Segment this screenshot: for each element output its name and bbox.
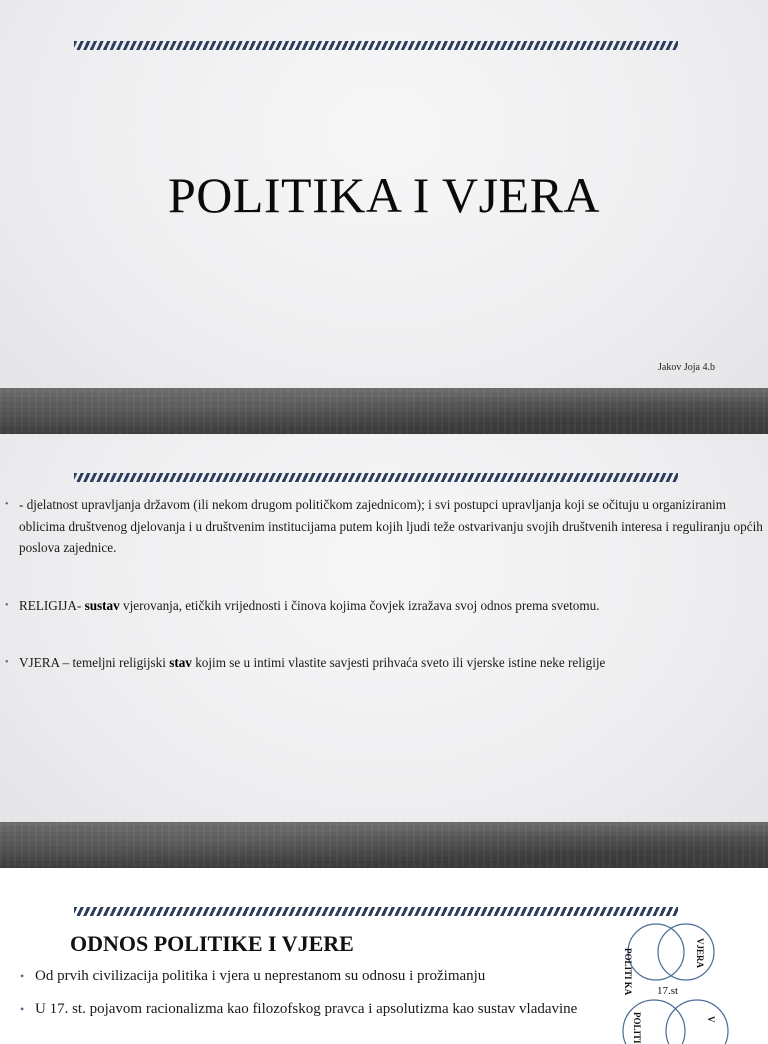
bullet-icon: • — [5, 657, 9, 668]
relation-slide: ODNOS POLITIKE I VJERE • Od prvih civilizacija politika i vjera u neprestanom su odnosu i prožimanju • U 17. st. pojavom racionalizma kao filozofskog pravca i apsolutizma kao sustav vladavine POLITI KA VJERA 17.st POLITI V — [0, 868, 768, 1024]
decorative-stripe — [74, 473, 678, 482]
venn-label-religion: VJERA — [695, 938, 705, 969]
venn-diagram — [624, 920, 720, 986]
bullet-icon: • — [20, 969, 25, 983]
list-item: • - djelatnost upravljanja državom (ili nekom drugom političkom zajednicom); i svi postupci upravljanja koji se očituju u organiziranim oblicima društvenog djelovanja i u društvenim institucijama putem kojih ljudi teže ostvarivanju svojih društvenih interesa i reguliranju općih poslova zajednice. — [0, 494, 768, 560]
title-slide — [0, 0, 768, 434]
bullet-icon: • — [5, 600, 9, 611]
politics-circle — [628, 924, 684, 980]
definitions-slide: • - djelatnost upravljanja državom (ili nekom drugom političkom zajednicom); i svi postupci upravljanja koji se očituju u organiziranim oblicima društvenog djelovanja i u društvenim institucijama putem kojih ljudi teže ostvarivanju svojih društvenih interesa i reguliranju općih poslova zajednice. • RELIGIJA- sustav vjerovanja, etičkih vrijednosti i činova kojima čovjek izražava svoj odnos prema svetomu. • VJERA – temeljni religijski stav kojim se u intimi vlastite savjesti prihvaća sveto ili vjerske istine neke religije — [0, 434, 768, 868]
venn-caption: 17.st — [657, 985, 679, 997]
slide-heading: ODNOS POLITIKE I VJERE — [70, 931, 354, 956]
venn-label-politics: POLITI KA — [623, 948, 633, 996]
religion-circle — [658, 924, 714, 980]
slide-title: POLITIKA I VJERA — [167, 167, 601, 223]
venn-label-politics: POLITI — [632, 1012, 642, 1044]
religion-circle — [666, 1000, 728, 1044]
bullet-icon: • — [20, 1002, 25, 1016]
author-label: Jakov Joja 4.b — [658, 362, 715, 373]
bullet-icon: • — [5, 499, 9, 510]
decorative-floor — [0, 388, 768, 434]
decorative-stripe — [74, 41, 678, 50]
venn-label-religion: V — [706, 1016, 716, 1023]
decorative-floor — [0, 822, 768, 868]
decorative-stripe — [74, 907, 678, 916]
